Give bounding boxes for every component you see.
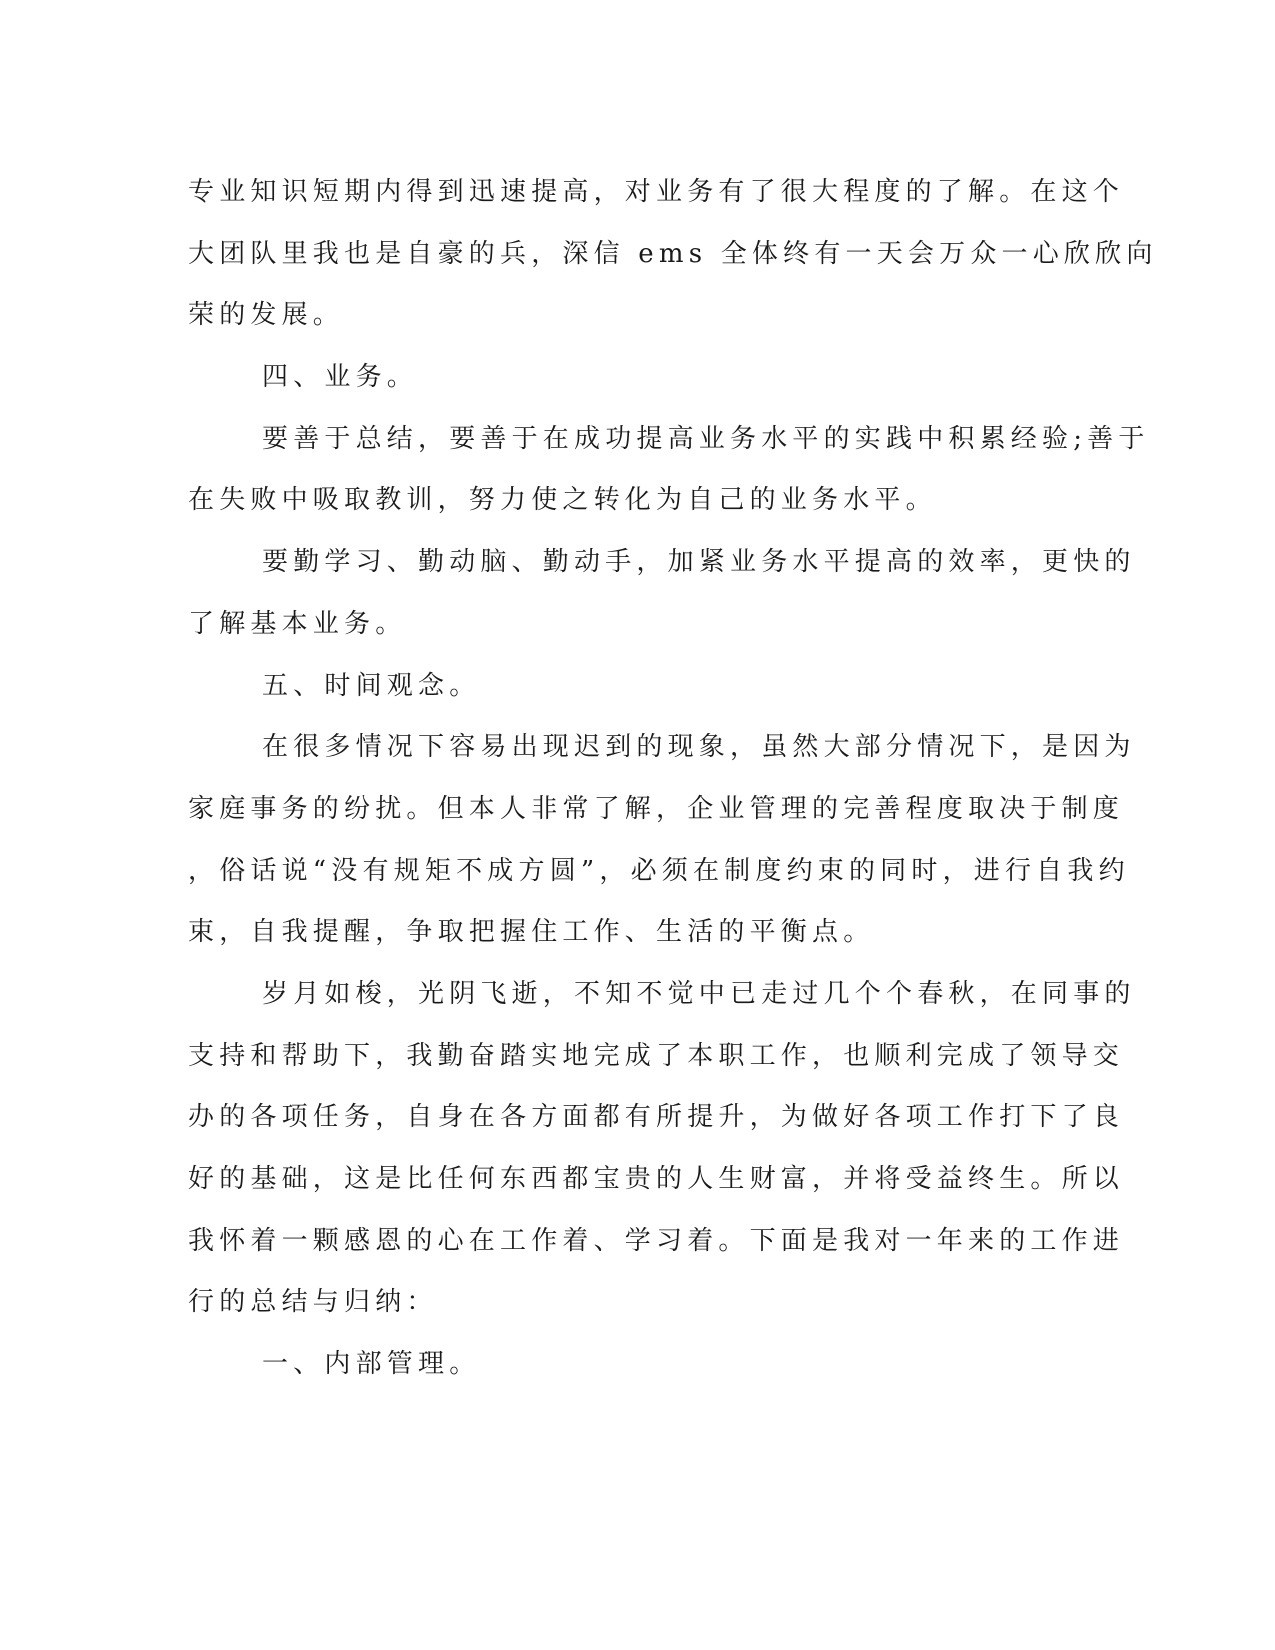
text-line: 岁月如梭，光阴飞逝，不知不觉中已走过几个个春秋，在同事的 <box>262 978 1136 1009</box>
text-line: 束，自我提醒，争取把握住工作、生活的平衡点。 <box>188 917 875 948</box>
text-line: 办的各项任务，自身在各方面都有所提升，为做好各项工作打下了良 <box>188 1102 1125 1133</box>
text-line: 家庭事务的纷扰。但本人非常了解，企业管理的完善程度取决于制度 <box>188 793 1125 824</box>
text-line: 在很多情况下容易出现迟到的现象，虽然大部分情况下，是因为 <box>262 732 1136 763</box>
text-line: ，俗话说“没有规矩不成方圆”，必须在制度约束的同时，进行自我约 <box>188 855 1130 886</box>
text-line: 行的总结与归纳： <box>188 1287 438 1318</box>
text-line: 了解基本业务。 <box>188 608 407 639</box>
text-line: 好的基础，这是比任何东西都宝贵的人生财富，并将受益终生。所以 <box>188 1164 1125 1194</box>
text-line: 支持和帮助下，我勤奋踏实地完成了本职工作，也顺利完成了领导交 <box>188 1040 1125 1071</box>
section-heading: 四、业务。 <box>262 362 419 393</box>
text-line: 专业知识短期内得到迅速提高，对业务有了很大程度的了解。在这个 <box>188 177 1125 207</box>
text-line: 要善于总结，要善于在成功提高业务水平的实践中积累经验;善于 <box>262 423 1150 454</box>
text-line: 我怀着一颗感恩的心在工作着、学习着。下面是我对一年来的工作进 <box>188 1225 1125 1256</box>
text-line: 在失败中吸取教训，努力使之转化为自己的业务水平。 <box>188 485 937 516</box>
section-heading: 五、时间观念。 <box>262 670 481 701</box>
text-line: 荣的发展。 <box>188 300 345 331</box>
section-heading: 一、内部管理。 <box>262 1349 481 1380</box>
document-body <box>188 162 1158 1396</box>
text-line: 大团队里我也是自豪的兵，深信 ems 全体终有一天会万众一心欣欣向 <box>188 238 1158 269</box>
text-line: 要勤学习、勤动脑、勤动手，加紧业务水平提高的效率，更快的 <box>262 547 1136 578</box>
